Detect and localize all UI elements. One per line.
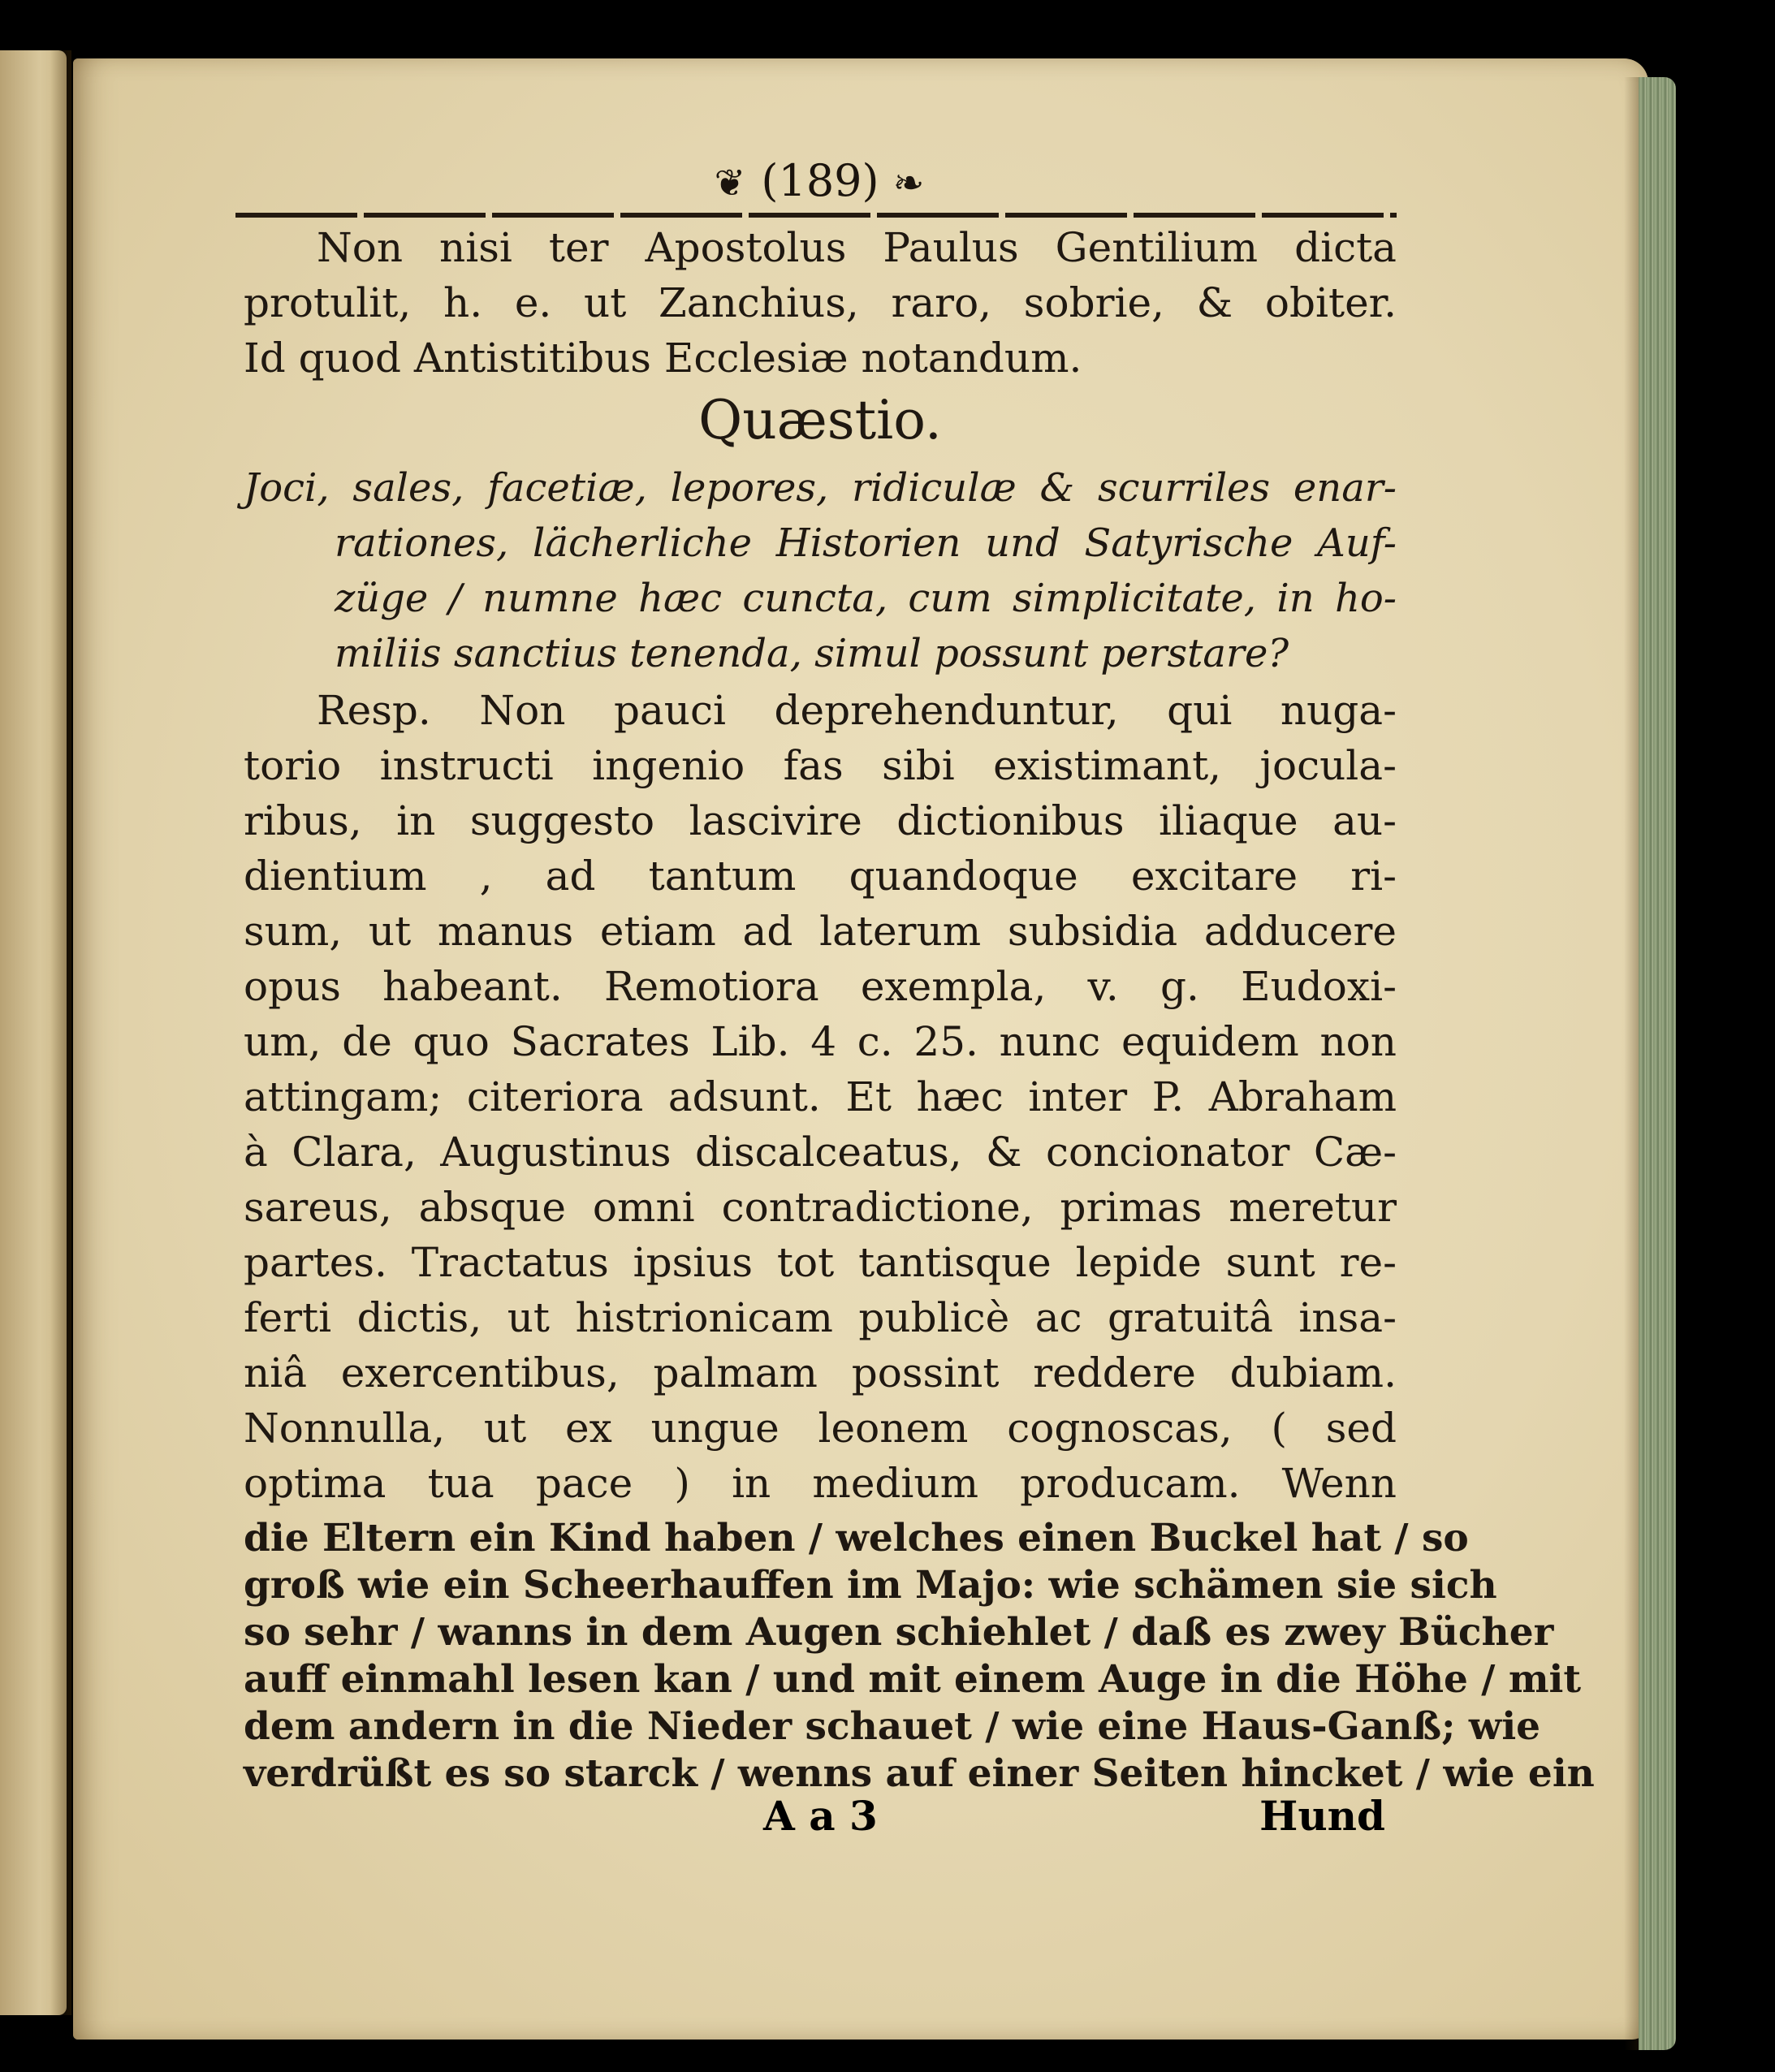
answer-line: sareus, absque omni contradictione, primas meretur	[244, 1184, 1397, 1231]
german-line: dem andern in die Nieder schauet / wie eine Haus-Ganß; wie	[244, 1704, 1541, 1749]
text-line: Non nisi ter Apostolus Paulus Gentilium dicta	[317, 224, 1397, 271]
answer-line: opus habeant. Remotiora exempla, v. g. Eudoxi-	[244, 963, 1397, 1010]
section-heading: Quæstio.	[698, 389, 942, 451]
answer-line: dientium , ad tantum quandoque excitare ri-	[244, 853, 1397, 900]
text-line: protulit, h. e. ut Zanchius, raro, sobrie, & obiter.	[244, 279, 1397, 326]
page-footer	[244, 1789, 1397, 1843]
answer-line: Resp. Non pauci deprehenduntur, qui nuga-	[317, 687, 1397, 734]
answer-line: niâ exercentibus, palmam possint reddere dubiam.	[244, 1349, 1397, 1396]
answer-line: sum, ut manus etiam ad laterum subsidia adducere	[244, 908, 1397, 955]
answer-line: optima tua pace ) in medium producam. Wenn	[244, 1460, 1397, 1507]
german-line: die Eltern ein Kind haben / welches einen Buckel hat / so	[244, 1516, 1469, 1560]
question-line: Joci, sales, facetiæ, lepores, ridiculæ & scurriles enar-	[244, 465, 1397, 511]
header-rule	[235, 213, 1397, 218]
answer-line: attingam; citeriora adsunt. Et hæc inter P. Abraham	[244, 1073, 1397, 1120]
book-gutter	[50, 50, 71, 2015]
answer-line: à Clara, Augustinus discalceatus, & concionator Cæ-	[244, 1129, 1397, 1176]
ornament-right-icon: ❧	[892, 161, 926, 205]
signature-mark: A a 3	[763, 1792, 878, 1840]
page-stack-edge	[1639, 77, 1676, 2050]
german-line: verdrüßt es so starck / wenns auf einer Seiten hincket / wie ein	[244, 1751, 1595, 1796]
question-line: rationes, lächerliche Historien und Satyrische Auf-	[335, 520, 1397, 566]
question-line: miliis sanctius tenenda, simul possunt perstare?	[335, 631, 1289, 676]
catchword: Hund	[1259, 1792, 1385, 1840]
page-header	[244, 153, 1397, 209]
question-line: züge / numne hæc cuncta, cum simplicitate, in ho-	[335, 576, 1397, 621]
answer-line: ribus, in suggesto lascivire dictionibus iliaque au-	[244, 797, 1397, 844]
answer-line: um, de quo Sacrates Lib. 4 c. 25. nunc equidem non	[244, 1018, 1397, 1065]
text-line: Id quod Antistitibus Ecclesiæ notandum.	[244, 335, 1082, 382]
ornament-left-icon: ❦	[714, 161, 748, 205]
page-number: (189)	[761, 155, 879, 206]
answer-line: Nonnulla, ut ex ungue leonem cognoscas, ( sed	[244, 1405, 1397, 1452]
answer-line: partes. Tractatus ipsius tot tantisque lepide sunt re-	[244, 1239, 1397, 1286]
german-line: groß wie ein Scheerhauffen im Majo: wie schämen sie sich	[244, 1563, 1497, 1608]
german-line: so sehr / wanns in dem Augen schiehlet / daß es zwey Bücher	[244, 1610, 1554, 1655]
answer-line: ferti dictis, ut histrionicam publicè ac gratuitâ insa-	[244, 1294, 1397, 1341]
answer-line: torio instructi ingenio fas sibi existimant, jocula-	[244, 742, 1397, 789]
german-line: auff einmahl lesen kan / und mit einem Auge in die Höhe / mit	[244, 1657, 1582, 1702]
